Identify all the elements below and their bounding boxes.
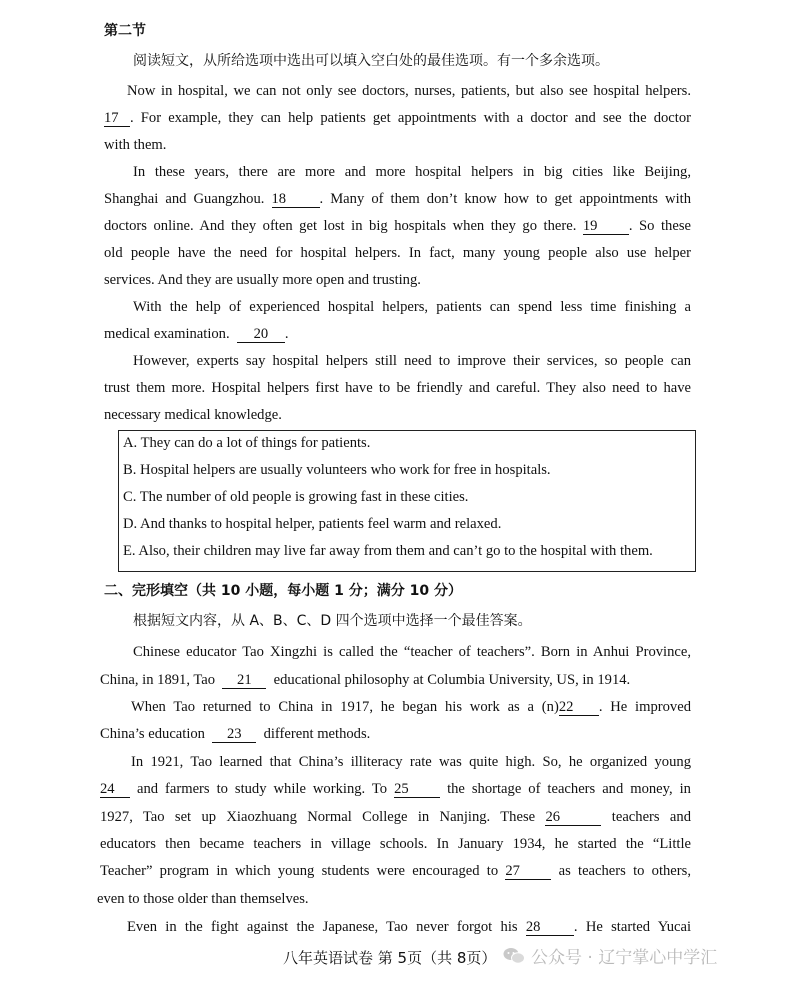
p2-line3: doctors online. And they often get lost in big hospitals when they go there. 19 . So these bbox=[104, 218, 691, 234]
option-b: B. Hospital helpers are usually volunteers who work for free in hospitals. bbox=[123, 462, 551, 478]
instruction-reading: 阅读短文，从所给选项中选出可以填入空白处的最佳选项。有一个多余选项。 bbox=[133, 53, 609, 69]
section-heading: 第二节 bbox=[104, 23, 146, 39]
p7-line2: 24 and farmers to study while working. To 25 the shortage of teachers and money, in bbox=[100, 781, 691, 797]
option-d: D. And thanks to hospital helper, patients feel warm and relaxed. bbox=[123, 516, 502, 532]
p7-line3: 1927, Tao set up Xiaozhuang Normal College in Nanjing. These 26 teachers and bbox=[100, 809, 691, 825]
wechat-icon bbox=[503, 947, 525, 965]
p2-line4: old people have the need for hospital helpers. In fact, many young people also use helper bbox=[104, 245, 691, 261]
p7-line5: Teacher” program in which young students were encouraged to 27 as teachers to others, bbox=[100, 863, 691, 879]
blank-22: 22 bbox=[559, 700, 599, 716]
options-box bbox=[118, 430, 696, 572]
p1-line3: with them. bbox=[104, 137, 167, 153]
option-e: E. Also, their children may live far away from them and can’t go to the hospital with them. bbox=[123, 543, 653, 559]
blank-17: 17 bbox=[104, 111, 130, 127]
p4-line1: However, experts say hospital helpers still need to improve their services, so people can bbox=[133, 353, 691, 369]
p4-line3: necessary medical knowledge. bbox=[104, 407, 282, 423]
p4-line2: trust them more. Hospital helpers first have to be friendly and careful. They also need to have bbox=[104, 380, 691, 396]
p2-line5: services. And they are usually more open and trusting. bbox=[104, 272, 421, 288]
p2-line2: Shanghai and Guangzhou. 18 . Many of them don’t know how to get appointments with bbox=[104, 191, 691, 207]
blank-26: 26 bbox=[545, 810, 601, 826]
p7-line4: educators then became teachers in village schools. In January 1934, he started the “Little bbox=[100, 836, 691, 852]
option-c: C. The number of old people is growing fast in these cities. bbox=[123, 489, 469, 505]
p7-line6: even to those older than themselves. bbox=[97, 891, 309, 907]
p6-line1: When Tao returned to China in 1917, he began his work as a (n)22 . He improved bbox=[131, 699, 691, 715]
option-a: A. They can do a lot of things for patients. bbox=[123, 435, 371, 451]
p3-line1: With the help of experienced hospital helpers, patients can spend less time finishing a bbox=[133, 299, 691, 315]
p7-line1: In 1921, Tao learned that China’s illiteracy rate was quite high. So, he organized young bbox=[131, 754, 691, 770]
p1-line2: 17 . For example, they can help patients get appointments with a doctor and see the doctor bbox=[104, 110, 691, 126]
blank-23: 23 bbox=[212, 727, 256, 743]
blank-18: 18 bbox=[272, 192, 320, 208]
p3-line2: medical examination. 20 . bbox=[104, 326, 289, 342]
blank-20: 20 bbox=[237, 327, 285, 343]
page-footer: 八年英语试卷 第 5页（共 8页） bbox=[283, 949, 497, 967]
p8-line1: Even in the fight against the Japanese, Tao never forgot his 28 . He started Yucai bbox=[127, 919, 691, 935]
blank-25: 25 bbox=[394, 782, 440, 798]
p6-line2: China’s education 23 different methods. bbox=[100, 726, 371, 742]
watermark: 公众号 · 辽宁掌心中学汇 bbox=[503, 943, 717, 968]
p5-line1: Chinese educator Tao Xingzhi is called the “teacher of teachers”. Born in Anhui Province, bbox=[133, 644, 691, 660]
blank-28: 28 bbox=[526, 920, 574, 936]
instruction-cloze: 根据短文内容，从 A、B、C、D 四个选项中选择一个最佳答案。 bbox=[133, 613, 532, 629]
p2-line1: In these years, there are more and more hospital helpers in big cities like Beijing, bbox=[133, 164, 691, 180]
blank-19: 19 bbox=[583, 219, 629, 235]
blank-27: 27 bbox=[505, 864, 551, 880]
p5-line2: China, in 1891, Tao 21 educational philosophy at Columbia University, US, in 1914. bbox=[100, 672, 631, 688]
section2-heading: 二、完形填空（共 10 小题，每小题 1 分；满分 10 分） bbox=[104, 583, 462, 599]
blank-21: 21 bbox=[222, 673, 266, 689]
p1-line1: Now in hospital, we can not only see doctors, nurses, patients, but also see hospital helpers. bbox=[127, 83, 691, 99]
blank-24: 24 bbox=[100, 782, 130, 798]
